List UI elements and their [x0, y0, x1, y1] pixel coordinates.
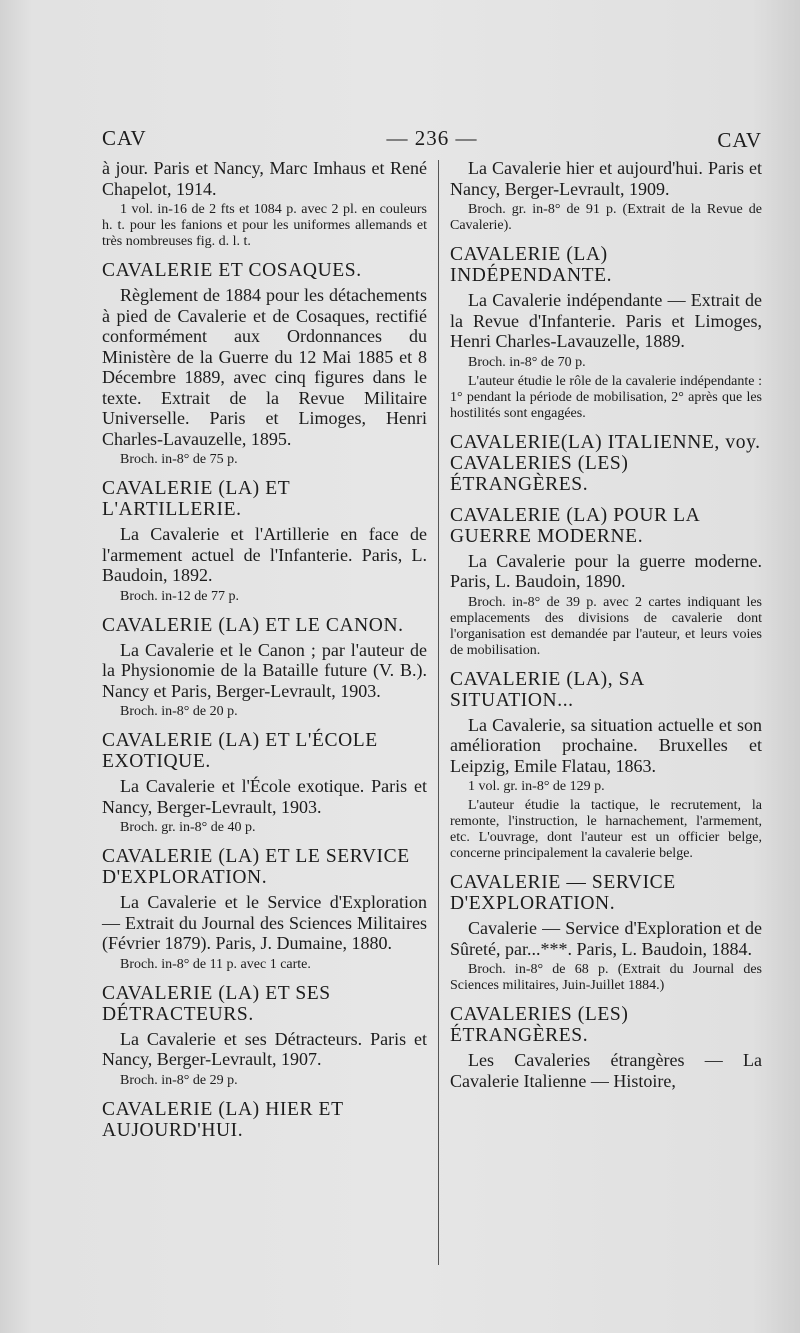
entry-heading: CAVALERIES (LES) ÉTRANGÈRES.	[450, 1004, 629, 1046]
entry-heading: CAVALERIE (LA) HIER ET AUJOURD'HUI.	[102, 1098, 344, 1141]
entry-note: L'auteur étudie le rôle de la cavalerie indépendante : 1° pendant la période de mobilisation, 2° après que les hostilités sont engagées.	[450, 373, 762, 421]
entry-heading: CAVALERIE (LA) ET LE SERVICE D'EXPLORATION.	[102, 846, 410, 888]
page-header	[102, 126, 762, 156]
catalog-entry	[102, 158, 427, 250]
entry-text: Cavalerie — Service d'Exploration et de Sûreté, par...***. Paris, L. Baudoin, 1884.	[450, 918, 762, 959]
header-left: CAV	[102, 126, 147, 150]
catalog-entry	[102, 983, 427, 1089]
catalog-entry	[102, 478, 427, 605]
entry-text: La Cavalerie et l'Artillerie en face de l'armement actuel de l'Infanterie. Paris, L. Baudoin, 1892.	[102, 524, 427, 585]
catalog-entry	[450, 669, 762, 863]
entry-heading: CAVALERIE (LA), SA SITUATION...	[450, 668, 644, 711]
entry-text: La Cavalerie et ses Détracteurs. Paris et Nancy, Berger-Levrault, 1907.	[102, 1028, 427, 1069]
catalog-entry	[450, 432, 762, 495]
page-number: — 236 —	[386, 126, 478, 150]
entry-text: La Cavalerie et le Canon ; par l'auteur de la Physionomie de la Bataille future (V. B.). Nancy et Paris, Berger-Levrault, 1903.	[102, 639, 427, 701]
right-column	[450, 158, 762, 1091]
catalog-entry	[102, 260, 427, 468]
entry-note: Broch. in-8° de 70 p.	[468, 354, 586, 370]
catalog-entry	[450, 1004, 762, 1091]
entry-note: 1 vol. in-16 de 2 fts et 1084 p. avec 2 pl. en couleurs h. t. pour les fanions et pour les uniformes allemands et très nombreuses fig. d. l. t.	[102, 202, 427, 249]
entry-heading: CAVALERIE — SERVICE D'EXPLORATION.	[450, 872, 676, 914]
catalog-entry	[450, 505, 762, 659]
entry-text: La Cavalerie hier et aujourd'hui. Paris et Nancy, Berger-Levrault, 1909.	[450, 158, 762, 199]
entry-heading: CAVALERIE (LA) ET L'ARTILLERIE.	[102, 478, 290, 520]
entry-note: Broch. gr. in-8° de 91 p. (Extrait de la Revue de Cavalerie).	[450, 202, 762, 233]
entry-heading: CAVALERIE(LA) ITALIENNE, voy. CAVALERIES (LES) ÉTRANGÈRES.	[450, 431, 761, 495]
entry-text: Les Cavaleries étrangères — La Cavalerie Italienne — Histoire,	[450, 1050, 762, 1091]
entry-note: Broch. in-8° de 39 p. avec 2 cartes indiquant les emplacements des divisions de cavalerie dont l'organisation est demandée par l'auteur, et leurs voies de mobilisation.	[450, 594, 762, 658]
catalog-entry	[450, 244, 762, 422]
entry-note: Broch. in-8° de 20 p.	[120, 704, 238, 719]
entry-note: Broch. gr. in-8° de 40 p.	[120, 820, 256, 835]
entry-text: La Cavalerie et le Service d'Exploration — Extrait du Journal des Sciences Militaires (Février 1879). Paris, J. Dumaine, 1880.	[102, 892, 427, 953]
catalog-entry	[102, 730, 427, 836]
entry-heading: CAVALERIE (LA) ET L'ÉCOLE EXOTIQUE.	[102, 730, 378, 772]
entry-note: 1 vol. gr. in-8° de 129 p.	[468, 779, 605, 794]
entry-text: Règlement de 1884 pour les détachements à pied de Cavalerie et de Cosaques, rectifié conformément aux Ordonnances du Ministère de la Guerre du 12 Mai 1885 et 8 Décembre 1889, avec cinq figures dans le texte. Extrait de la Revue Militaire Universelle. Paris et Limoges, Henri Charles-Lavauzelle, 1895.	[102, 285, 427, 449]
entry-heading: CAVALERIE (LA) INDÉPENDANTE.	[450, 244, 613, 286]
entry-text: La Cavalerie, sa situation actuelle et son amélioration prochaine. Bruxelles et Leipzig, Emile Flatau, 1863.	[450, 714, 762, 776]
entry-text: à jour. Paris et Nancy, Marc Imhaus et René Chapelot, 1914.	[102, 158, 427, 199]
entry-heading: CAVALERIE (LA) ET LE CANON.	[102, 614, 404, 636]
entry-text: La Cavalerie indépendante — Extrait de la Revue d'Infanterie. Paris et Limoges, Henri Charles-Lavauzelle, 1889.	[450, 290, 762, 351]
entry-note: Broch. in-12 de 77 p.	[120, 588, 239, 604]
catalog-entry	[102, 1099, 427, 1141]
catalog-entry	[450, 158, 762, 234]
entry-note: Broch. in-8° de 75 p.	[120, 452, 238, 467]
entry-note: L'auteur étudie la tactique, le recrutement, la remonte, l'instruction, le harnachement, l'armement, etc. L'ouvrage, dont l'auteur est un officier belge, concerne principalement la cavalerie belge.	[450, 798, 762, 861]
entry-note: Broch. in-8° de 11 p. avec 1 carte.	[120, 956, 311, 972]
header-right: CAV	[717, 128, 762, 152]
column-divider	[438, 160, 439, 1265]
catalog-entry	[102, 846, 427, 973]
entry-note: Broch. in-8° de 29 p.	[120, 1072, 238, 1088]
entry-heading: CAVALERIE (LA) ET SES DÉTRACTEURS.	[102, 982, 331, 1025]
entry-note: Broch. in-8° de 68 p. (Extrait du Journal des Sciences militaires, Juin-Juillet 1884.)	[450, 962, 762, 993]
catalog-entry	[450, 872, 762, 994]
entry-text: La Cavalerie pour la guerre moderne. Paris, L. Baudoin, 1890.	[450, 550, 762, 591]
entry-heading: CAVALERIE (LA) POUR LA GUERRE MODERNE.	[450, 504, 700, 547]
left-column	[102, 158, 427, 1145]
entry-text: La Cavalerie et l'École exotique. Paris et Nancy, Berger-Levrault, 1903.	[102, 776, 427, 817]
entry-heading: CAVALERIE ET COSAQUES.	[102, 260, 362, 281]
catalog-entry	[102, 615, 427, 721]
